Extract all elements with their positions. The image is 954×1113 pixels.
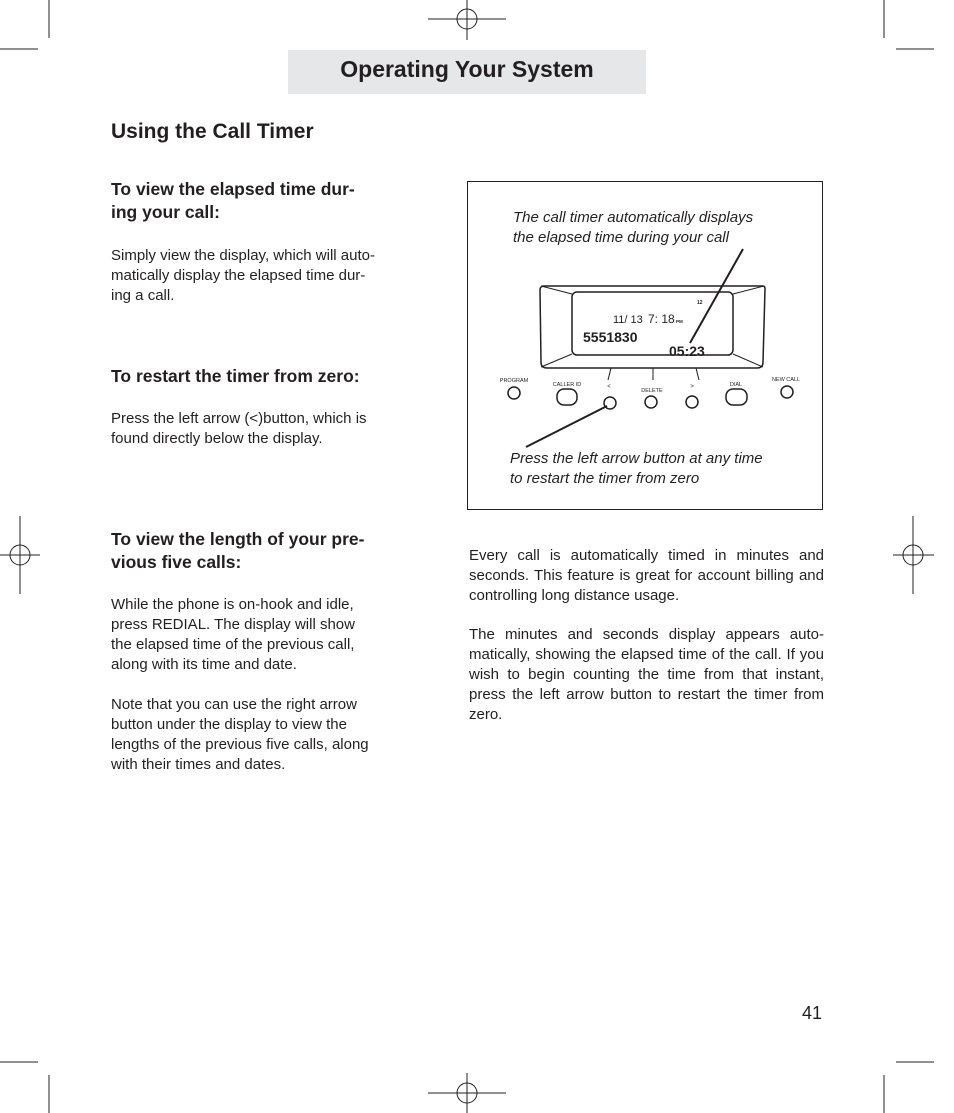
text-line: Simply view the display, which will auto- — [111, 247, 375, 264]
text-line: press REDIAL. The display will show — [111, 616, 355, 633]
caller-id-label: CALLER ID — [552, 382, 582, 388]
right-arrow-note-paragraph — [111, 695, 411, 775]
lcd-time: 7: 18 — [648, 312, 675, 326]
new-call-button[interactable] — [781, 386, 793, 398]
elapsed-time-paragraph — [111, 246, 411, 306]
subheading-line: To view the elapsed time dur- — [111, 179, 355, 199]
text-line: along with its time and date. — [111, 656, 297, 673]
section-title: Using the Call Timer — [111, 120, 314, 143]
key-divider — [608, 368, 611, 380]
caption-line: to restart the timer from zero — [510, 470, 700, 487]
lcd-ampm: PM — [676, 319, 683, 324]
subheading-line: To view the length of your pre- — [111, 529, 365, 549]
restart-timer-paragraph — [111, 409, 411, 449]
leader-line-bottom — [526, 406, 607, 447]
text-line: ing a call. — [111, 287, 175, 304]
page-number: 41 — [801, 1003, 822, 1023]
text-line: Note that you can use the right arrow — [111, 696, 357, 713]
dial-button[interactable] — [726, 389, 747, 405]
delete-button[interactable] — [645, 396, 657, 408]
left-arrow-label: < — [607, 384, 611, 390]
phone-display-figure — [467, 181, 823, 510]
caption-line: the elapsed time during your call — [513, 229, 729, 246]
program-label: PROGRAM — [499, 378, 529, 384]
previous-calls-paragraph — [111, 595, 411, 675]
bezel-line — [541, 354, 572, 367]
subheading-restart-timer: To restart the timer from zero: — [111, 366, 360, 386]
text-line: button under the display to view the — [111, 716, 347, 733]
dial-label: DIAL — [729, 382, 743, 388]
caption-line: Press the left arrow button at any time — [510, 450, 763, 467]
leader-line-top — [690, 249, 743, 343]
left-arrow-button[interactable] — [604, 397, 616, 409]
bezel-line — [733, 354, 763, 367]
lcd-phone-number: 5551830 — [583, 329, 638, 345]
lcd-indicator: 12 — [697, 300, 703, 306]
automatic-timing-paragraph: Every call is automatically timed in minutes and seconds. This feature is great for account billing and controlling long distance usage. — [469, 547, 824, 604]
right-arrow-label: > — [690, 384, 694, 390]
page-header-title: Operating Your System — [340, 56, 594, 82]
phone-illustration — [468, 182, 822, 509]
lcd-timer: 05:23 — [669, 343, 705, 359]
lcd-date: 11/ 13 — [613, 314, 643, 326]
program-button[interactable] — [508, 387, 520, 399]
text-line: While the phone is on-hook and idle, — [111, 596, 354, 613]
key-divider — [696, 368, 699, 380]
subheading-line: vious five calls: — [111, 552, 242, 572]
text-line: matically display the elapsed time dur- — [111, 267, 366, 284]
subheading-previous-calls — [111, 528, 411, 574]
bezel-line — [733, 286, 764, 294]
text-line: the elapsed time of the previous call, — [111, 636, 355, 653]
text-line: lengths of the previous five calls, along — [111, 736, 369, 753]
right-arrow-button[interactable] — [686, 396, 698, 408]
bezel-line — [541, 286, 572, 294]
caption-line: The call timer automatically displays — [513, 209, 754, 226]
text-line: found directly below the display. — [111, 430, 323, 447]
new-call-label: NEW CALL — [771, 377, 801, 383]
text-line: Press the left arrow (<)button, which is — [111, 410, 367, 427]
subheading-line: ing your call: — [111, 202, 220, 222]
minutes-seconds-paragraph: The minutes and seconds display appears auto-matically, showing the elapsed time of the call. If you wish to begin counting the time from that instant, press the left arrow button to restart the timer from zero. — [469, 626, 824, 723]
text-line: with their times and dates. — [111, 756, 286, 773]
delete-label: DELETE — [641, 388, 663, 394]
caller-id-button[interactable] — [557, 389, 577, 405]
subheading-elapsed-time — [111, 178, 411, 224]
